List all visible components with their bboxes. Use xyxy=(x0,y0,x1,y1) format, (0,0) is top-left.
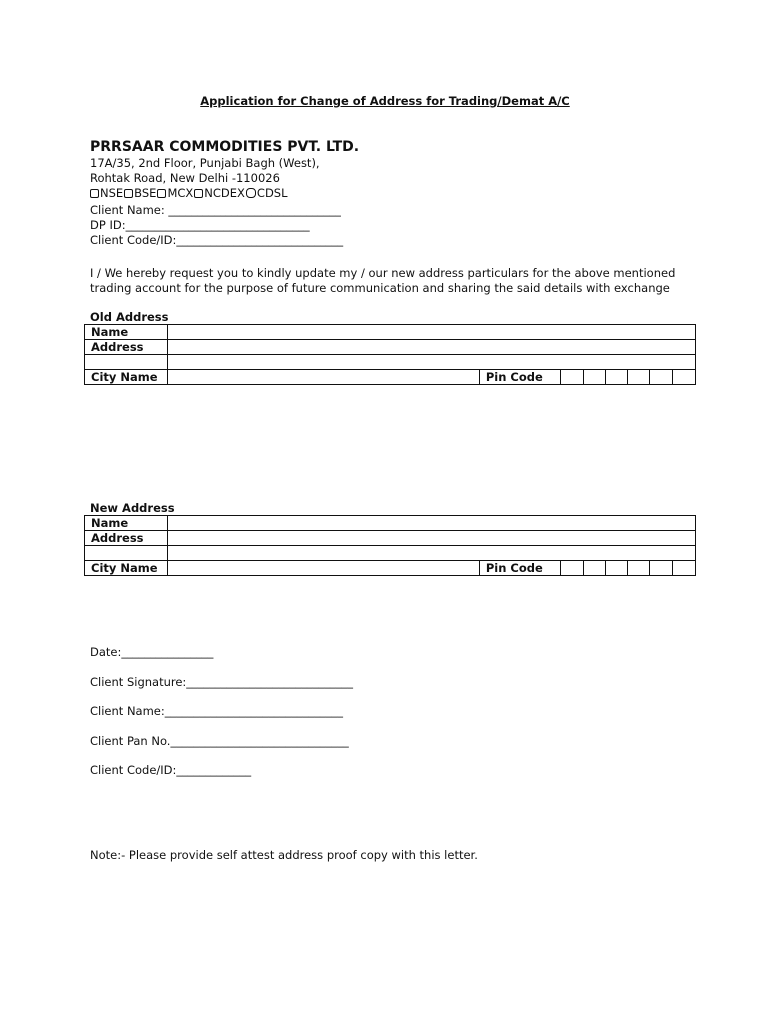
new-address-heading: New Address xyxy=(90,501,175,515)
old-address-heading: Old Address xyxy=(90,310,169,324)
old-name-row xyxy=(85,325,696,340)
old-pin-digit-3[interactable] xyxy=(606,370,628,385)
new-pin-digit-4[interactable] xyxy=(628,561,650,576)
new-pin-digit-2[interactable] xyxy=(583,561,605,576)
client-code-field[interactable]: Client Code/ID:_____________________________ xyxy=(90,233,344,247)
new-pin-digit-3[interactable] xyxy=(606,561,628,576)
exchange-label-bse: BSE xyxy=(134,186,157,200)
new-pin-digit-6[interactable] xyxy=(672,561,695,576)
new-city-input[interactable] xyxy=(167,561,479,576)
checkbox-ncdex[interactable] xyxy=(194,189,203,198)
company-address-line1: 17A/35, 2nd Floor, Punjabi Bagh (West), xyxy=(90,156,320,170)
old-pin-label: Pin Code xyxy=(479,370,560,385)
new-name-row xyxy=(85,516,696,531)
exchange-label-nse: NSE xyxy=(100,186,124,200)
old-pin-digit-4[interactable] xyxy=(628,370,650,385)
client-code-signature-field[interactable]: Client Code/ID:_____________ xyxy=(90,763,252,777)
new-address-row-2 xyxy=(85,546,696,561)
old-city-label: City Name xyxy=(85,370,168,385)
client-name-field[interactable]: Client Name: ______________________________ xyxy=(90,203,341,217)
new-pin-digit-1[interactable] xyxy=(560,561,583,576)
note-text: Note:- Please provide self attest address proof copy with this letter. xyxy=(90,848,478,862)
new-address-blank-label xyxy=(85,546,168,561)
new-pin-digit-5[interactable] xyxy=(650,561,672,576)
new-address-input[interactable] xyxy=(167,531,695,546)
form-title: Application for Change of Address for Trading/Demat A/C xyxy=(200,94,570,108)
checkbox-nse[interactable] xyxy=(90,189,99,198)
client-pan-field[interactable]: Client Pan No._______________________________ xyxy=(90,734,349,748)
new-city-label: City Name xyxy=(85,561,168,576)
checkbox-mcx[interactable] xyxy=(157,189,166,198)
old-city-input[interactable] xyxy=(167,370,479,385)
checkbox-cdsl[interactable] xyxy=(246,188,256,198)
request-paragraph: I / We hereby request you to kindly update my / our new address particulars for the above mentioned trading account for the purpose of future communication and sharing the said details with exchange xyxy=(90,266,676,295)
new-address-table xyxy=(84,515,696,576)
old-address-table xyxy=(84,324,696,385)
dp-id-field[interactable]: DP ID:________________________________ xyxy=(90,218,310,232)
new-address-row xyxy=(85,531,696,546)
old-pin-digit-6[interactable] xyxy=(672,370,695,385)
new-name-label: Name xyxy=(85,516,168,531)
new-name-input[interactable] xyxy=(167,516,695,531)
old-pin-digit-5[interactable] xyxy=(650,370,672,385)
old-pin-digit-1[interactable] xyxy=(560,370,583,385)
new-city-row xyxy=(85,561,696,576)
exchange-label-ncdex: NCDEX xyxy=(204,186,245,200)
old-address-input[interactable] xyxy=(167,340,695,355)
exchange-label-mcx: MCX xyxy=(167,186,194,200)
new-pin-label: Pin Code xyxy=(479,561,560,576)
date-field[interactable]: Date:________________ xyxy=(90,645,214,659)
old-address-input-2[interactable] xyxy=(167,355,695,370)
old-city-row xyxy=(85,370,696,385)
exchange-label-cdsl: CDSL xyxy=(256,186,288,200)
old-name-label: Name xyxy=(85,325,168,340)
new-address-label: Address xyxy=(85,531,168,546)
company-name: PRRSAAR COMMODITIES PVT. LTD. xyxy=(90,139,360,155)
new-address-input-2[interactable] xyxy=(167,546,695,561)
client-signature-field[interactable]: Client Signature:_____________________________ xyxy=(90,675,354,689)
old-address-label: Address xyxy=(85,340,168,355)
company-address-line2: Rohtak Road, New Delhi -110026 xyxy=(90,171,280,185)
old-pin-digit-2[interactable] xyxy=(583,370,605,385)
client-name-signature-field[interactable]: Client Name:_______________________________ xyxy=(90,704,343,718)
old-name-input[interactable] xyxy=(167,325,695,340)
old-address-row-2 xyxy=(85,355,696,370)
exchange-checkboxes xyxy=(90,186,289,200)
old-address-row xyxy=(85,340,696,355)
old-address-blank-label xyxy=(85,355,168,370)
checkbox-bse[interactable] xyxy=(124,189,133,198)
